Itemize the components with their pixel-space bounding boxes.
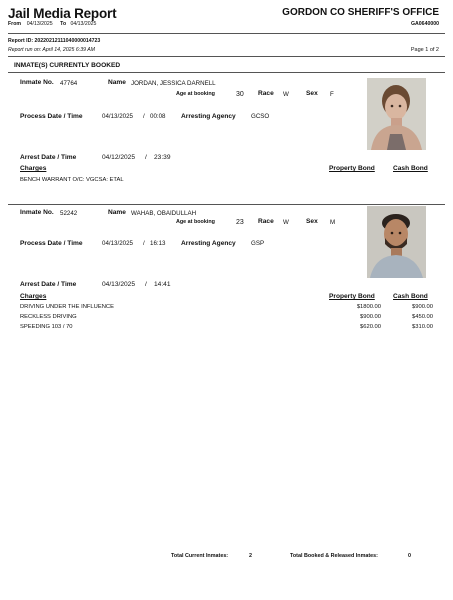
header-divider xyxy=(8,33,445,34)
from-date: 04/13/2025 xyxy=(26,21,53,27)
arrest-time: 23:39 xyxy=(154,154,171,161)
cash-bond-header: Cash Bond xyxy=(393,165,428,172)
report-run-on: Report run on: April 14, 2025 6:39 AM xyxy=(8,47,95,53)
report-title: Jail Media Report xyxy=(8,6,117,21)
inmate-no: 52242 xyxy=(60,210,78,217)
slash: / xyxy=(143,113,145,120)
inmate-no: 47764 xyxy=(60,80,78,87)
charge-row: DRIVING UNDER THE INFLUENCE xyxy=(20,304,114,310)
total-booked-label: Total Booked & Released Inmates: xyxy=(290,553,378,559)
age-value: 23 xyxy=(236,219,244,226)
slash: / xyxy=(145,154,147,161)
process-date: 04/13/2025 xyxy=(102,240,133,247)
arrest-date: 04/13/2025 xyxy=(102,281,136,288)
race-label: Race xyxy=(258,218,274,225)
to-label: To xyxy=(60,21,67,27)
race-label: Race xyxy=(258,90,274,97)
race-value: W xyxy=(283,91,289,98)
charge-row: SPEEDING 103 / 70 xyxy=(20,324,73,330)
process-label: Process Date / Time xyxy=(20,113,83,120)
race-value: W xyxy=(283,219,289,226)
process-label: Process Date / Time xyxy=(20,240,83,247)
cash-bond-value: $310.00 xyxy=(412,324,433,330)
section-bottom-divider xyxy=(8,72,445,73)
agency-label: Arresting Agency xyxy=(181,240,236,247)
agency-value: GCSO xyxy=(251,113,270,120)
total-current-value: 2 xyxy=(249,553,252,559)
from-label: From xyxy=(8,21,21,27)
report-id: Report ID: 20220212111040000014723 xyxy=(8,38,101,44)
name-label: Name xyxy=(108,209,126,216)
inmate-photo xyxy=(367,206,426,278)
arrest-label: Arrest Date / Time xyxy=(20,281,77,288)
property-bond-value: $900.00 xyxy=(360,314,381,320)
inmate-name: JORDAN, JESSICA DARNELL xyxy=(131,80,216,87)
cash-bond-header: Cash Bond xyxy=(393,293,428,300)
charge-row: BENCH WARRANT O/C: VGCSA: ETAL xyxy=(20,177,124,183)
age-label: Age at booking xyxy=(176,219,215,225)
total-current-label: Total Current Inmates: xyxy=(171,553,229,559)
agency-label: Arresting Agency xyxy=(181,113,236,120)
date-range xyxy=(8,21,102,27)
cash-bond-value: $450.00 xyxy=(412,314,433,320)
property-bond-header: Property Bond xyxy=(329,293,375,300)
process-date: 04/13/2025 xyxy=(102,113,133,120)
arrest-date: 04/12/2025 xyxy=(102,154,136,161)
slash: / xyxy=(145,281,147,288)
property-bond-value: $620.00 xyxy=(360,324,381,330)
process-time: 00:08 xyxy=(150,113,166,120)
inmate-name: WAHAB, OBAIDULLAH xyxy=(131,210,197,217)
office-name: GORDON CO SHERIFF'S OFFICE xyxy=(282,7,439,18)
arrest-label: Arrest Date / Time xyxy=(20,154,77,161)
total-booked-value: 0 xyxy=(408,553,411,559)
slash: / xyxy=(143,240,145,247)
age-value: 30 xyxy=(236,91,244,98)
name-label: Name xyxy=(108,79,126,86)
inmate-no-label: Inmate No. xyxy=(20,79,54,86)
process-time: 16:13 xyxy=(150,240,166,247)
inmate-divider xyxy=(8,204,445,205)
arrest-time: 14:41 xyxy=(154,281,171,288)
sex-value: M xyxy=(330,219,336,226)
inmate-no-label: Inmate No. xyxy=(20,209,54,216)
cash-bond-value: $900.00 xyxy=(412,304,433,310)
sex-value: F xyxy=(330,91,334,98)
page-number: Page 1 of 2 xyxy=(410,47,439,53)
sex-label: Sex xyxy=(306,90,318,97)
charges-header: Charges xyxy=(20,165,47,172)
charges-header: Charges xyxy=(20,293,47,300)
sex-label: Sex xyxy=(306,218,318,225)
charge-row: RECKLESS DRIVING xyxy=(20,314,77,320)
section-title: INMATE(S) CURRENTLY BOOKED xyxy=(14,62,121,69)
to-date: 04/13/2025 xyxy=(70,21,97,27)
property-bond-header: Property Bond xyxy=(329,165,375,172)
section-top-divider xyxy=(8,56,445,57)
age-label: Age at booking xyxy=(176,91,215,97)
agency-value: GSP xyxy=(251,240,265,247)
inmate-photo xyxy=(367,78,426,150)
agency-code: GA0640000 xyxy=(411,21,439,27)
property-bond-value: $1800.00 xyxy=(356,304,381,310)
